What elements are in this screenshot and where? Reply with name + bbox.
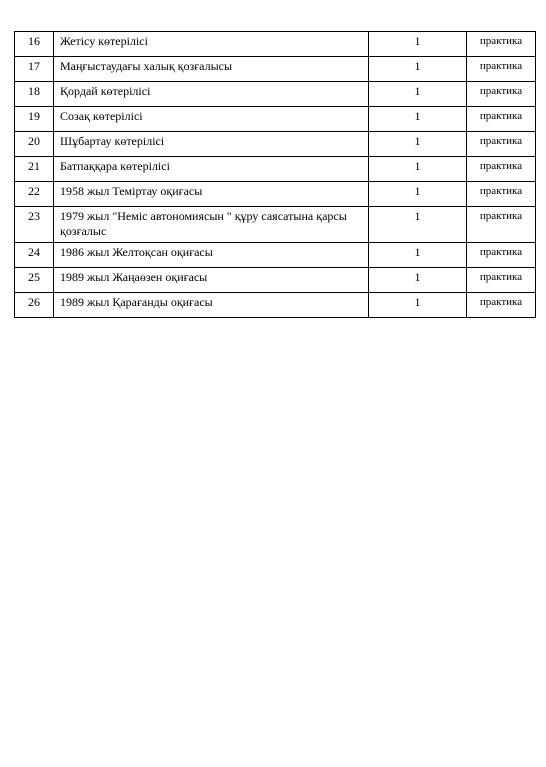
row-number: 21 bbox=[15, 157, 54, 182]
topics-table bbox=[14, 31, 536, 318]
table-row bbox=[15, 207, 536, 243]
row-number: 25 bbox=[15, 268, 54, 293]
topic-title: 1989 жыл Жаңаөзен оқиғасы bbox=[54, 268, 369, 293]
hours-count: 1 bbox=[369, 32, 467, 57]
hours-count: 1 bbox=[369, 157, 467, 182]
table-row bbox=[15, 268, 536, 293]
lesson-type: практика bbox=[467, 243, 536, 268]
table-row bbox=[15, 82, 536, 107]
table-row bbox=[15, 293, 536, 318]
row-number: 22 bbox=[15, 182, 54, 207]
hours-count: 1 bbox=[369, 107, 467, 132]
row-number: 19 bbox=[15, 107, 54, 132]
hours-count: 1 bbox=[369, 182, 467, 207]
hours-count: 1 bbox=[369, 293, 467, 318]
row-number: 23 bbox=[15, 207, 54, 243]
row-number: 26 bbox=[15, 293, 54, 318]
topic-title: 1958 жыл Теміртау оқиғасы bbox=[54, 182, 369, 207]
topic-title: Шұбартау көтерілісі bbox=[54, 132, 369, 157]
table-row bbox=[15, 243, 536, 268]
row-number: 24 bbox=[15, 243, 54, 268]
table-row bbox=[15, 57, 536, 82]
lesson-type: практика bbox=[467, 207, 536, 243]
hours-count: 1 bbox=[369, 82, 467, 107]
topic-title: Қордай көтерілісі bbox=[54, 82, 369, 107]
lesson-type: практика bbox=[467, 157, 536, 182]
lesson-type: практика bbox=[467, 82, 536, 107]
lesson-type: практика bbox=[467, 293, 536, 318]
topic-title: Созақ көтерілісі bbox=[54, 107, 369, 132]
hours-count: 1 bbox=[369, 243, 467, 268]
row-number: 16 bbox=[15, 32, 54, 57]
topic-title: 1979 жыл "Неміс автономиясын " құру саясатына қарсы қозғалыс bbox=[54, 207, 369, 243]
lesson-type: практика bbox=[467, 57, 536, 82]
lesson-type: практика bbox=[467, 268, 536, 293]
hours-count: 1 bbox=[369, 207, 467, 243]
table-row bbox=[15, 182, 536, 207]
lesson-type: практика bbox=[467, 32, 536, 57]
row-number: 20 bbox=[15, 132, 54, 157]
hours-count: 1 bbox=[369, 132, 467, 157]
row-number: 17 bbox=[15, 57, 54, 82]
hours-count: 1 bbox=[369, 57, 467, 82]
lesson-type: практика bbox=[467, 182, 536, 207]
topic-title: Жетісу көтерілісі bbox=[54, 32, 369, 57]
topic-title: Батпаққара көтерілісі bbox=[54, 157, 369, 182]
table-row bbox=[15, 157, 536, 182]
row-number: 18 bbox=[15, 82, 54, 107]
hours-count: 1 bbox=[369, 268, 467, 293]
topic-title: 1989 жыл Қарағанды оқиғасы bbox=[54, 293, 369, 318]
topic-title: 1986 жыл Желтоқсан оқиғасы bbox=[54, 243, 369, 268]
topic-title: Маңғыстаудағы халық қозғалысы bbox=[54, 57, 369, 82]
lesson-type: практика bbox=[467, 107, 536, 132]
lesson-type: практика bbox=[467, 132, 536, 157]
table-row bbox=[15, 107, 536, 132]
table-row bbox=[15, 132, 536, 157]
table-row bbox=[15, 32, 536, 57]
